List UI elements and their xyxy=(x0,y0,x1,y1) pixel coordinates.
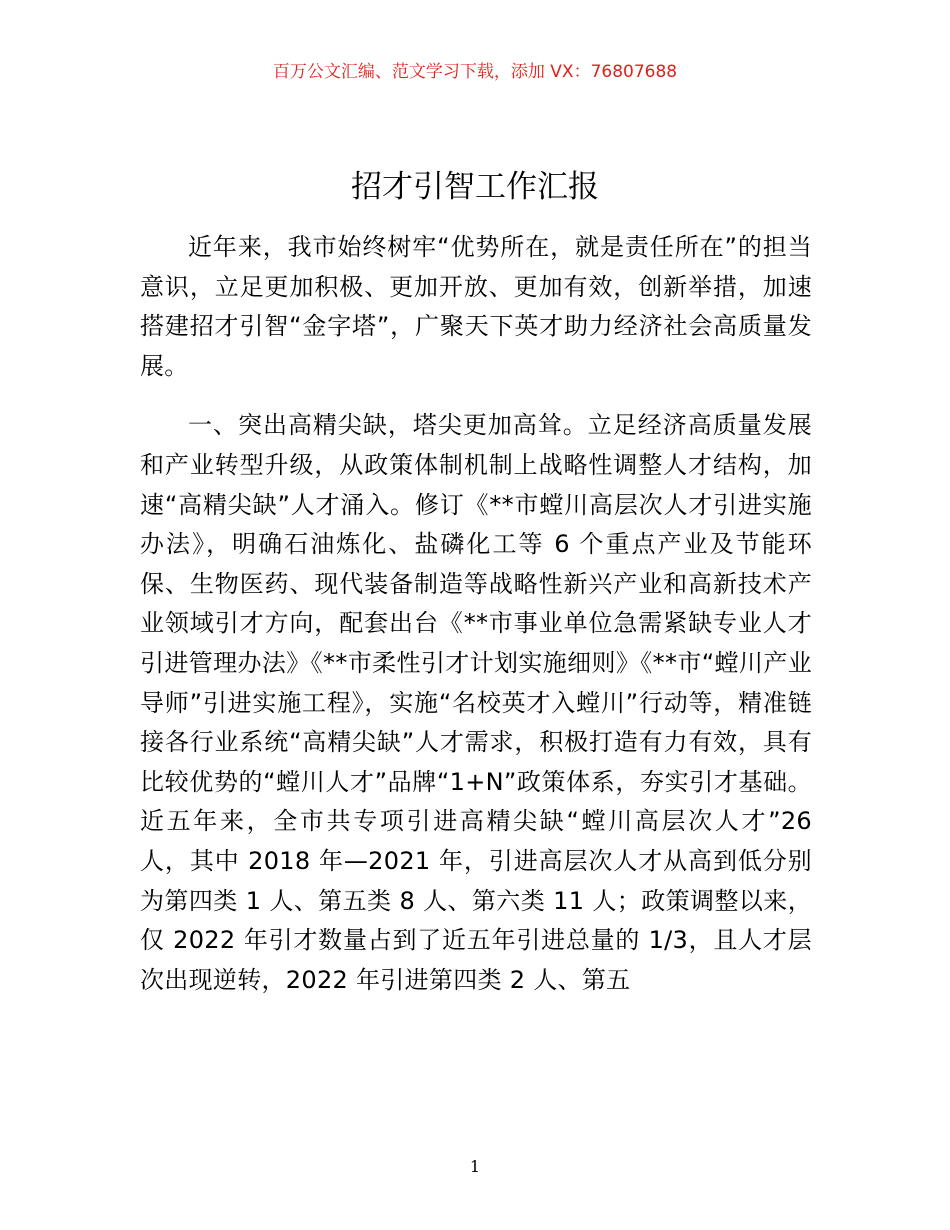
document-body xyxy=(140,228,812,1000)
page-number: 1 xyxy=(469,1157,481,1176)
paragraph-section-one: 一、突出高精尖缺，塔尖更加高耸。立足经济高质量发展和产业转型升级，从政策体制机制上战略性调整人才结构，加速“高精尖缺”人才涌入。修订《**市螳川高层次人才引进实施办法》，明确石油炼化、盐磷化工等 6 个重点产业及节能环保、生物医药、现代装备制造等战略性新兴产业和高新技术产业领域引才方向，配套出台《**市事业单位急需紧缺专业人才引进管理办法》《**市柔性引才计划实施细则》《**市“螳川产业导师”引进实施工程》，实施“名校英才入螳川”行动等，精准链接各行业系统“高精尖缺”人才需求，积极打造有力有效，具有比较优势的“螳川人才”品牌“1+N”政策体系，夯实引才基础。近五年来，全市共专项引进高精尖缺“螳川高层次人才”26 人，其中 2018 年—2021 年，引进高层次人才从高到低分别为第四类 1 人、第五类 8 人、第六类 11 人；政策调整以来，仅 2022 年引才数量占到了近五年引进总量的 1/3，且人才层次出现逆转，2022 年引进第四类 2 人、第五 xyxy=(140,411,812,994)
header-note: 百万公文汇编、范文学习下载，添加 VX：76807688 xyxy=(272,62,678,82)
document-title: 招才引智工作汇报 xyxy=(351,169,599,205)
paragraph-intro: 近年来，我市始终树牢“优势所在，就是责任所在”的担当意识，立足更加积极、更加开放、更加有效，创新举措，加速搭建招才引智“金字塔”，广聚天下英才助力经济社会高质量发展。 xyxy=(140,233,812,380)
